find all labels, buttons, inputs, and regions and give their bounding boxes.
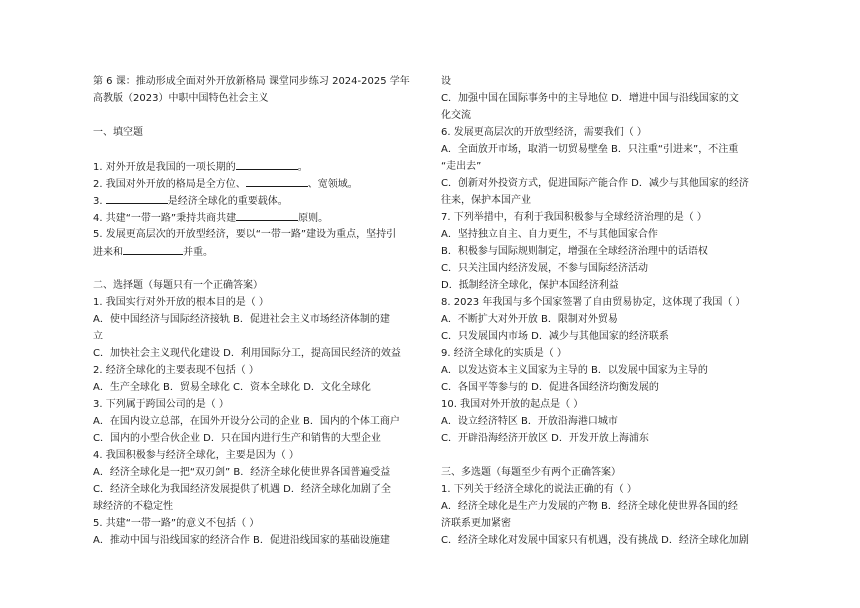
question-line: C．经济全球化对发展中国家只有机遇，没有挑战 D．经济全球化加剧 bbox=[441, 535, 749, 546]
question-line: 4. 我国积极参与经济全球化，主要是因为（ ） bbox=[93, 450, 299, 461]
fill-q5-tail: 并重。 bbox=[183, 247, 213, 258]
question-line: 1. 我国实行对外开放的根本目的是（ ） bbox=[93, 297, 269, 308]
question-line: C．加快社会主义现代化建设 D．利用国际分工，提高国民经济的效益 bbox=[93, 348, 401, 359]
answer-blank[interactable] bbox=[236, 209, 298, 221]
question-line: 2. 经济全球化的主要表现不包括（ ） bbox=[93, 365, 259, 376]
fill-q3-tail: 是经济全球化的重要载体。 bbox=[167, 196, 288, 207]
fill-q2-text: 2. 我国对外开放的格局是全方位、 bbox=[93, 179, 246, 190]
question-line: 济联系更加紧密 bbox=[441, 518, 511, 529]
fill-q4-text: 4. 共建“一带一路”秉持共商共建 bbox=[93, 213, 237, 224]
question-line: A．经济全球化是一把“双刃剑” B．经济全球化使世界各国普遍受益 bbox=[93, 467, 391, 478]
question-line: C．只发展国内市场 D．减少与其他国家的经济联系 bbox=[441, 331, 669, 342]
question-line: B．积极参与国际规则制定，增强在全球经济治理中的话语权 bbox=[441, 246, 708, 257]
question-line: A．全面放开市场，取消一切贸易壁垒 B．只注重“引进来”，不注重 bbox=[441, 144, 739, 155]
fill-q2-tail: 、宽领域。 bbox=[307, 179, 358, 190]
question-line: C．国内的小型合伙企业 D．只在国内进行生产和销售的大型企业 bbox=[93, 433, 381, 444]
fill-question-2 bbox=[93, 175, 423, 192]
question-line: D．抵制经济全球化，保护本国经济利益 bbox=[441, 280, 619, 291]
answer-blank[interactable] bbox=[236, 158, 298, 170]
question-line: A．经济全球化是生产力发展的产物 B．经济全球化使世界各国的经 bbox=[441, 501, 738, 512]
fill-q1-tail: 。 bbox=[297, 162, 308, 173]
fill-question-5: 5. 发展更高层次的开放型经济，要以“一带一路”建设为重点，坚持引 bbox=[93, 229, 397, 240]
fill-question-5-cont bbox=[93, 243, 423, 260]
question-line: C．经济全球化为我国经济发展提供了机遇 D．经济全球化加剧了全 bbox=[93, 484, 391, 495]
question-line: 往来，保护本国产业 bbox=[441, 195, 531, 206]
answer-blank[interactable] bbox=[246, 175, 308, 187]
question-line: A．生产全球化 B．贸易全球化 C．资本全球化 D．文化全球化 bbox=[93, 382, 371, 393]
question-line: A．以发达资本主义国家为主导的 B．以发展中国家为主导的 bbox=[441, 365, 708, 376]
question-line: A．坚持独立自主、自力更生，不与其他国家合作 bbox=[441, 229, 658, 240]
left-column bbox=[93, 73, 423, 549]
question-line: 10. 我国对外开放的起点是（ ） bbox=[441, 399, 584, 410]
question-line: 化交流 bbox=[441, 110, 471, 121]
question-line: 8. 2023 年我国与多个国家签署了自由贸易协定，这体现了我国（ ） bbox=[441, 297, 746, 308]
question-line: C．开辟沿海经济开放区 D．开发开放上海浦东 bbox=[441, 433, 649, 444]
question-line: C．加强中国在国际事务中的主导地位 D．增进中国与沿线国家的文 bbox=[441, 93, 739, 104]
answer-blank[interactable] bbox=[123, 243, 183, 255]
question-line: A．在国内设立总部，在国外开设分公司的企业 B．国内的个体工商户 bbox=[93, 416, 400, 427]
question-line: A．推动中国与沿线国家的经济合作 B．促进沿线国家的基础设施建 bbox=[93, 535, 390, 546]
question-line: 设 bbox=[441, 76, 451, 87]
question-line: 6. 发展更高层次的开放型经济，需要我们（ ） bbox=[441, 127, 647, 138]
fill-question-1 bbox=[93, 158, 423, 175]
choice-questions-right bbox=[441, 73, 771, 447]
section1-heading: 一、填空题 bbox=[93, 127, 143, 138]
question-line: 1. 下列关于经济全球化的说法正确的有（ ） bbox=[441, 484, 637, 495]
question-line: 3. 下列属于跨国公司的是（ ） bbox=[93, 399, 229, 410]
fill-q3-text: 3. bbox=[93, 196, 106, 207]
question-line: 球经济的不稳定性 bbox=[93, 501, 173, 512]
question-line: 9. 经济全球化的实质是（ ） bbox=[441, 348, 567, 359]
question-line: 5. 共建“一带一路”的意义不包括（ ） bbox=[93, 518, 260, 529]
fill-q1-text: 1. 对外开放是我国的一项长期的 bbox=[93, 162, 236, 173]
fill-question-3 bbox=[93, 192, 423, 209]
right-column bbox=[441, 73, 771, 549]
question-line: C．创新对外投资方式，促进国际产能合作 D．减少与其他国家的经济 bbox=[441, 178, 749, 189]
question-line: A．使中国经济与国际经济接轨 B．促进社会主义市场经济体制的建 bbox=[93, 314, 390, 325]
doc-title-line2: 高教版（2023）中职中国特色社会主义 bbox=[93, 93, 269, 104]
question-line: 7. 下列举措中，有利于我国积极参与全球经济治理的是（ ） bbox=[441, 212, 707, 223]
question-line: C．各国平等参与的 D．促进各国经济均衡发展的 bbox=[441, 382, 659, 393]
question-line: “走出去” bbox=[441, 161, 482, 172]
choice-questions-left bbox=[93, 294, 423, 549]
multi-choice-questions bbox=[441, 481, 771, 549]
question-line: A．设立经济特区 B．开放沿海港口城市 bbox=[441, 416, 618, 427]
question-line: A．不断扩大对外开放 B．限制对外贸易 bbox=[441, 314, 618, 325]
fill-question-4 bbox=[93, 209, 423, 226]
section3-heading: 三、多选题（每题至少有两个正确答案） bbox=[441, 467, 621, 478]
doc-title-line1: 第 6 课：推动形成全面对外开放新格局 课堂同步练习 2024-2025 学年 bbox=[93, 76, 410, 87]
question-line: 立 bbox=[93, 331, 103, 342]
question-line: C．只关注国内经济发展，不参与国际经济活动 bbox=[441, 263, 648, 274]
fill-q4-tail: 原则。 bbox=[298, 213, 329, 224]
answer-blank[interactable] bbox=[106, 192, 168, 204]
fill-q5-text: 进来和 bbox=[93, 247, 123, 258]
section2-heading: 二、选择题（每题只有一个正确答案） bbox=[93, 280, 263, 291]
